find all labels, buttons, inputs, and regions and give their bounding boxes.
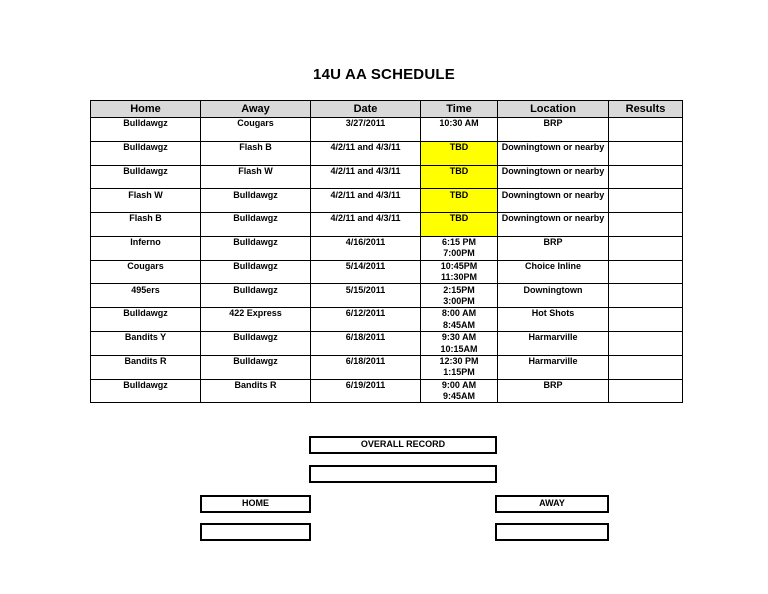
cell-location [498, 201, 609, 213]
cell-location [498, 225, 609, 237]
cell-home [91, 320, 201, 332]
table-row [91, 141, 683, 153]
header-location: Location [498, 101, 609, 118]
cell-time: 3:00PM [421, 296, 498, 308]
cell-location: Downingtown or nearby [498, 141, 609, 153]
header-home: Home [91, 101, 201, 118]
cell-away [201, 201, 311, 213]
cell-location: BRP [498, 118, 609, 130]
cell-results [609, 141, 683, 153]
cell-date: 4/16/2011 [311, 236, 421, 248]
table-row [91, 272, 683, 284]
cell-location [498, 248, 609, 260]
cell-location [498, 320, 609, 332]
cell-away: Cougars [201, 118, 311, 130]
cell-home [91, 248, 201, 260]
cell-home: Bulldawgz [91, 165, 201, 177]
cell-results [609, 391, 683, 403]
cell-location: Downingtown [498, 284, 609, 296]
page-title: 14U AA SCHEDULE [313, 66, 455, 83]
cell-results [609, 118, 683, 130]
cell-away: Flash B [201, 141, 311, 153]
table-row [91, 367, 683, 379]
cell-location: Downingtown or nearby [498, 165, 609, 177]
cell-results [609, 272, 683, 284]
cell-time: 11:30PM [421, 272, 498, 284]
cell-results [609, 225, 683, 237]
cell-results [609, 129, 683, 141]
table-row [91, 260, 683, 272]
cell-time: 7:00PM [421, 248, 498, 260]
cell-results [609, 367, 683, 379]
cell-time [421, 177, 498, 189]
cell-time: 10:30 AM [421, 118, 498, 130]
cell-location: Choice Inline [498, 260, 609, 272]
table-row [91, 343, 683, 355]
cell-results [609, 189, 683, 201]
header-away: Away [201, 101, 311, 118]
cell-date: 4/2/11 and 4/3/11 [311, 213, 421, 225]
cell-results [609, 308, 683, 320]
cell-date: 3/27/2011 [311, 118, 421, 130]
cell-location [498, 343, 609, 355]
table-row [91, 308, 683, 320]
cell-date: 6/18/2011 [311, 355, 421, 367]
cell-date [311, 320, 421, 332]
cell-home: Bulldawgz [91, 118, 201, 130]
overall-record-label: OVERALL RECORD [309, 436, 497, 454]
cell-time: 10:45PM [421, 260, 498, 272]
cell-home: Inferno [91, 236, 201, 248]
table-row [91, 332, 683, 344]
cell-away: Bulldawgz [201, 284, 311, 296]
cell-date [311, 343, 421, 355]
table-row [91, 118, 683, 130]
cell-results [609, 320, 683, 332]
table-row [91, 213, 683, 225]
cell-location [498, 272, 609, 284]
cell-date [311, 272, 421, 284]
table-row [91, 129, 683, 141]
cell-date: 4/2/11 and 4/3/11 [311, 141, 421, 153]
cell-results [609, 332, 683, 344]
cell-home: Bulldawgz [91, 379, 201, 391]
cell-location [498, 129, 609, 141]
cell-home: Bulldawgz [91, 308, 201, 320]
cell-results [609, 213, 683, 225]
header-time: Time [421, 101, 498, 118]
cell-away [201, 225, 311, 237]
cell-date [311, 296, 421, 308]
cell-home [91, 129, 201, 141]
table-row [91, 153, 683, 165]
cell-time: 6:15 PM [421, 236, 498, 248]
cell-home [91, 343, 201, 355]
cell-home [91, 367, 201, 379]
table-row [91, 248, 683, 260]
cell-home [91, 177, 201, 189]
table-row [91, 189, 683, 201]
table-row [91, 236, 683, 248]
cell-away [201, 129, 311, 141]
cell-location: Hot Shots [498, 308, 609, 320]
schedule-table [90, 100, 683, 403]
cell-away [201, 272, 311, 284]
cell-home [91, 153, 201, 165]
cell-results [609, 236, 683, 248]
cell-home: Flash W [91, 189, 201, 201]
cell-time: 9:30 AM [421, 332, 498, 344]
cell-location [498, 153, 609, 165]
cell-away: Bandits R [201, 379, 311, 391]
table-row [91, 201, 683, 213]
table-row [91, 165, 683, 177]
cell-date: 5/14/2011 [311, 260, 421, 272]
table-row [91, 379, 683, 391]
cell-time: 9:45AM [421, 391, 498, 403]
cell-home [91, 201, 201, 213]
cell-home: Bandits Y [91, 332, 201, 344]
cell-time: TBD [421, 213, 498, 225]
cell-date: 6/12/2011 [311, 308, 421, 320]
cell-results [609, 343, 683, 355]
cell-results [609, 177, 683, 189]
cell-time: 12:30 PM [421, 355, 498, 367]
cell-time: TBD [421, 165, 498, 177]
cell-location: Downingtown or nearby [498, 213, 609, 225]
cell-date: 4/2/11 and 4/3/11 [311, 189, 421, 201]
cell-results [609, 379, 683, 391]
cell-date [311, 391, 421, 403]
cell-results [609, 201, 683, 213]
table-row [91, 320, 683, 332]
cell-home: Cougars [91, 260, 201, 272]
cell-away [201, 391, 311, 403]
table-header-row [91, 101, 683, 118]
home-record-label: HOME [200, 495, 311, 513]
cell-location: Harmarville [498, 355, 609, 367]
cell-away: Bulldawgz [201, 189, 311, 201]
cell-results [609, 260, 683, 272]
cell-location: BRP [498, 379, 609, 391]
cell-time: 1:15PM [421, 367, 498, 379]
table-row [91, 284, 683, 296]
cell-location [498, 391, 609, 403]
cell-date [311, 129, 421, 141]
cell-time: 8:45AM [421, 320, 498, 332]
cell-results [609, 355, 683, 367]
cell-date [311, 201, 421, 213]
cell-location [498, 296, 609, 308]
cell-away: 422 Express [201, 308, 311, 320]
home-record-value [200, 523, 311, 541]
cell-location [498, 177, 609, 189]
cell-home: 495ers [91, 284, 201, 296]
table-row [91, 225, 683, 237]
cell-time: 9:00 AM [421, 379, 498, 391]
cell-away [201, 177, 311, 189]
cell-results [609, 165, 683, 177]
schedule-body [91, 118, 683, 403]
cell-location: Harmarville [498, 332, 609, 344]
cell-time [421, 201, 498, 213]
table-row [91, 355, 683, 367]
cell-date [311, 177, 421, 189]
table-row [91, 177, 683, 189]
cell-away [201, 343, 311, 355]
cell-time: TBD [421, 189, 498, 201]
cell-date: 5/15/2011 [311, 284, 421, 296]
cell-date: 6/19/2011 [311, 379, 421, 391]
cell-time [421, 225, 498, 237]
cell-location: Downingtown or nearby [498, 189, 609, 201]
cell-time: TBD [421, 141, 498, 153]
cell-results [609, 284, 683, 296]
cell-time: 10:15AM [421, 343, 498, 355]
cell-time: 8:00 AM [421, 308, 498, 320]
cell-away [201, 296, 311, 308]
overall-record-value [309, 465, 497, 483]
cell-results [609, 153, 683, 165]
cell-time [421, 153, 498, 165]
cell-home: Bandits R [91, 355, 201, 367]
table-row [91, 391, 683, 403]
cell-time: 2:15PM [421, 284, 498, 296]
cell-away [201, 248, 311, 260]
cell-home: Bulldawgz [91, 141, 201, 153]
cell-date: 4/2/11 and 4/3/11 [311, 165, 421, 177]
cell-results [609, 296, 683, 308]
header-date: Date [311, 101, 421, 118]
cell-location: BRP [498, 236, 609, 248]
cell-date [311, 248, 421, 260]
table-row [91, 296, 683, 308]
cell-date [311, 225, 421, 237]
header-results: Results [609, 101, 683, 118]
cell-away: Bulldawgz [201, 213, 311, 225]
away-record-label: AWAY [495, 495, 609, 513]
cell-away [201, 367, 311, 379]
cell-date [311, 153, 421, 165]
cell-away: Bulldawgz [201, 236, 311, 248]
cell-away: Bulldawgz [201, 260, 311, 272]
cell-home [91, 391, 201, 403]
cell-location [498, 367, 609, 379]
away-record-value [495, 523, 609, 541]
cell-date [311, 367, 421, 379]
cell-home [91, 272, 201, 284]
cell-away: Bulldawgz [201, 355, 311, 367]
cell-away [201, 153, 311, 165]
cell-date: 6/18/2011 [311, 332, 421, 344]
cell-away: Flash W [201, 165, 311, 177]
cell-home [91, 296, 201, 308]
cell-results [609, 248, 683, 260]
cell-home [91, 225, 201, 237]
cell-away [201, 320, 311, 332]
cell-home: Flash B [91, 213, 201, 225]
cell-away: Bulldawgz [201, 332, 311, 344]
cell-time [421, 129, 498, 141]
